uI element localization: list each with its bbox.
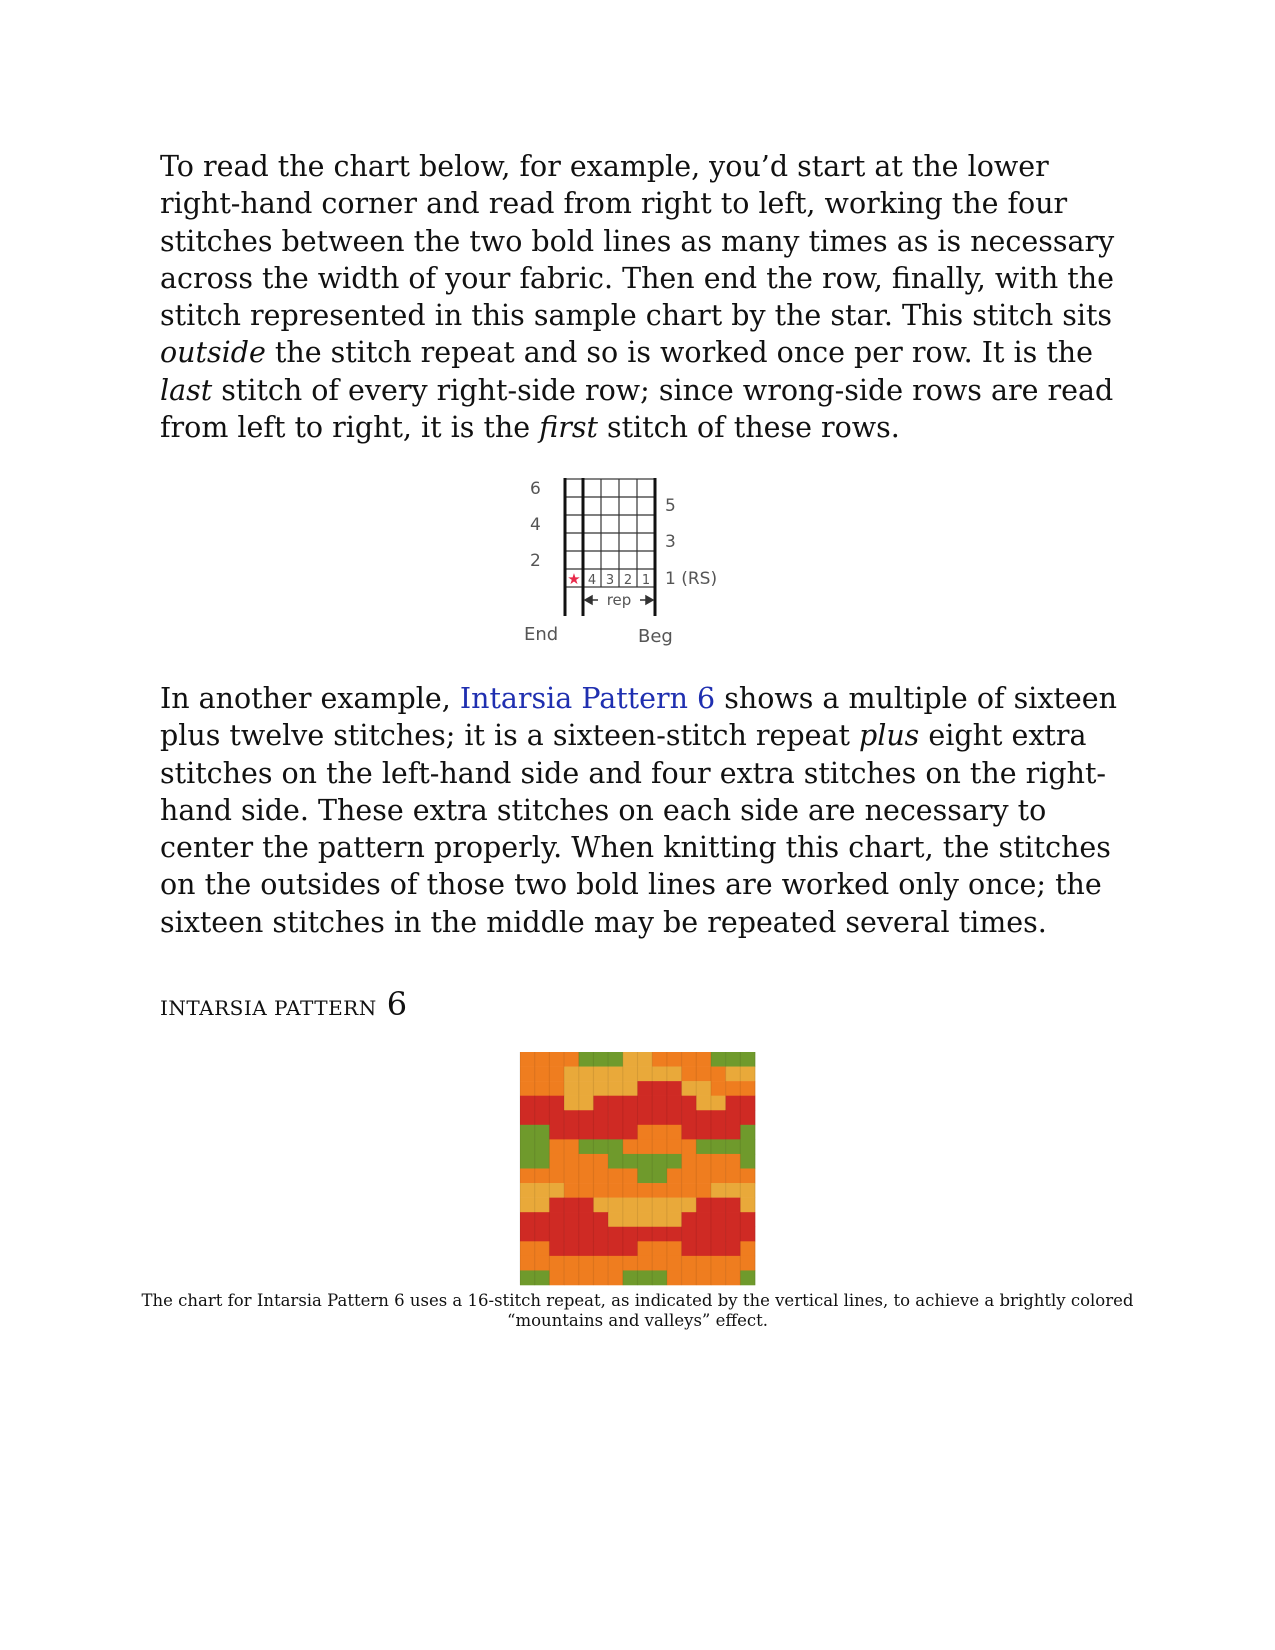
row-number-left: 2 (530, 551, 541, 571)
row-number-left: 4 (530, 515, 541, 535)
text-run: stitch of every right-side row; since wrong-side rows are read from left to right, it is the (160, 373, 1114, 445)
row-number-left: 6 (530, 479, 541, 499)
star-icon: ★ (567, 570, 581, 588)
figure-caption: The chart for Intarsia Pattern 6 uses a 16-stitch repeat, as indicated by the vertical lines, to achieve a brightly colored “mountains and valleys” effect. (141, 1291, 1134, 1330)
stitch-number: 3 (605, 573, 615, 588)
stitch-number: 2 (623, 573, 633, 588)
example-paragraph (160, 680, 1120, 941)
stitch-number: 4 (587, 573, 597, 588)
intarsia-pattern-6-link[interactable]: Intarsia Pattern 6 (459, 682, 716, 715)
text-run: stitch of these rows. (597, 411, 900, 445)
row-number-right: 5 (665, 496, 676, 516)
pattern-heading-number: 6 (386, 985, 408, 1023)
row-number-right: 3 (665, 532, 676, 552)
emphasis-outside: outside (160, 336, 266, 370)
intarsia-swatch-image (520, 1052, 755, 1285)
intro-paragraph-text (160, 148, 1120, 446)
stitch-number: 1 (641, 573, 651, 588)
end-label: End (524, 624, 559, 645)
text-run: shows a multiple of sixteen plus twelve stitches; it is a sixteen-stitch repeat (160, 682, 1117, 753)
pattern-heading-text: INTARSIA PATTERN (160, 996, 377, 1020)
beg-label: Beg (638, 626, 673, 647)
example-paragraph-text (160, 680, 1120, 941)
text-run: the stitch repeat and so is worked once per row. It is the (265, 336, 1094, 370)
sample-knitting-chart (524, 478, 750, 656)
emphasis-plus: plus (858, 719, 920, 753)
repeat-label: rep (606, 591, 632, 609)
emphasis-last: last (160, 373, 213, 407)
rs-row-label: 1 (RS) (665, 569, 718, 589)
text-run: In another example, (160, 682, 460, 715)
text-run: To read the chart below, for example, you’d start at the lower right-hand corner and read from right to left, working the four stitches between the two bold lines as many times as is necessary across the width of your fabric. Then end the row, finally, with the stitch represented in this sample chart by the star. This stitch sits (160, 150, 1115, 333)
intro-paragraph (160, 148, 1120, 446)
emphasis-first: first (539, 411, 598, 445)
pattern-heading (160, 985, 408, 1023)
text-run: eight extra stitches on the left-hand side and four extra stitches on the right-hand side. These extra stitches on each side are necessary to center the pattern properly. When knitting this chart, the stitches on the outsides of those two bold lines are worked only once; the sixteen stitches in the middle may be repeated several times. (160, 719, 1111, 939)
